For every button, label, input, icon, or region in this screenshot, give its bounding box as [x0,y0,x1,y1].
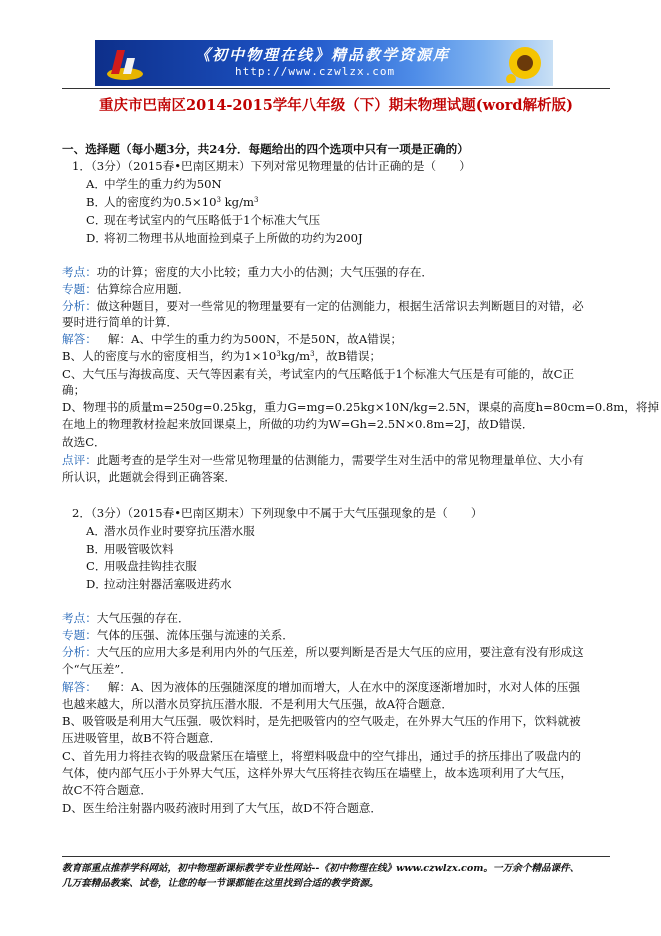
q1-jieda-c: C、大气压与海拔高度、天气等因素有关，考试室内的气压略低于1个标准大气压是有可能的，故C正 [62,367,575,381]
q2-fenxi: 分析：大气压的应用大多是利用内外的气压差，所以要判断是否是大气压的应用，要注意有没有形成这 [62,645,584,659]
doc-title: 重庆市巴南区2014-2015学年八年级（下）期末物理试题(word解析版) [99,97,573,114]
q2-option-c: C． 用吸盘挂钩挂衣服 [86,559,197,573]
q2-jieda: 解答： 解：A、因为液体的压强随深度的增加而增大，人在水中的深度逐渐增加时，水对人体的压强 [62,680,580,694]
q1-stem: 1．（3分）（2015春•巴南区期末）下列对常见物理量的估计正确的是（ ） [72,159,471,173]
q2-jieda-c: C、首先用力将挂衣钩的吸盘紧压在墙壁上，将塑料吸盘中的空气排出，通过手的挤压排出了吸盘内的 [62,749,581,763]
q2-jieda-d: D、医生给注射器内吸药液时用到了大气压，故D不符合题意． [62,801,383,815]
q2-option-b: B． 用吸管吸饮料 [86,542,174,556]
logo-icon [105,44,145,82]
q2-jieda-b: B、吸管吸是利用大气压强．吸饮料时，是先把吸管内的空气吸走，在外界大气压的作用下，饮料就被 [62,714,581,728]
q2-jieda-c-cont: 气体，使内部气压小于外界大气压，这样外界大气压将挂衣钩压在墙壁上，故本选项利用了大气压， [62,766,573,780]
q1-fenxi-cont: 要时进行简单的计算． [62,315,178,329]
q2-jieda-c-end: 故C不符合题意． [62,783,153,797]
q1-jieda-d: D、物理书的质量m=250g=0.25kg，重力G=mg=0.25kg×10N/kg=2.5N，课桌的高度h=80cm=0.8m，将掉 [62,400,660,414]
header-banner [95,40,553,86]
header-rule [62,88,610,89]
footer-line-1: 教育部重点推荐学科网站，初中物理新课标教学专业性网站--《初中物理在线》www.czwlzx.com。一万余个精品课件、 [62,863,580,874]
q1-jieda: 解答： 解：A、中学生的重力约为500N，不是50N，故A错误； [62,332,403,346]
q2-option-d: D． 拉动注射器活塞吸进药水 [86,577,232,591]
q1-answer: 故选C． [62,435,106,449]
q2-jieda-a-cont: 也越来越大，所以潜水员穿抗压潜水服．不是利用大气压强，故A符合题意． [62,697,453,711]
banner-title: 《初中物理在线》精品教学资源库 [195,46,451,64]
q1-dianping-cont: 所认识，此题就会得到正确答案． [62,470,236,484]
q1-zhuanti: 专题：估算综合应用题． [62,282,190,296]
q1-option-c: C． 现在考试室内的气压略低于1个标准大气压 [86,213,321,227]
footer-rule [62,856,610,857]
q1-option-a: A． 中学生的重力约为50N [86,177,222,191]
q1-jieda-d-cont: 在地上的物理教材捡起来放回课桌上，所做的功约为W=Gh=2.5N×0.8m=2J，故D错误． [62,417,534,431]
q2-fenxi-cont: 个“气压差”． [62,662,132,676]
banner-url[interactable]: http://www.czwlzx.com [235,65,396,78]
q1-jieda-b: B、人的密度与水的密度相当，约为$1\times 10^3kg/m^3$，故B错误； [62,349,382,363]
q1-jieda-c-cont: 确； [62,383,86,397]
q2-option-a: A． 潜水员作业时要穿抗压潜水服 [86,524,255,538]
q1-kaodian: 考点：功的计算；密度的大小比较；重力大小的估测；大气压强的存在． [62,265,434,279]
footer [62,861,579,891]
q1-fenxi: 分析：做这种题目，要对一些常见的物理量要有一定的估测能力，根据生活常识去判断题目的对错，必 [62,299,584,313]
q1-dianping: 点评：此题考查的是学生对一些常见物理量的估测能力，需要学生对生活中的常见物理量单位、大小有 [62,453,584,467]
section-heading: 一、选择题（每小题3分，共24分．每题给出的四个选项中只有一项是正确的） [62,142,469,156]
q2-zhuanti: 专题：气体的压强、流体压强与流速的关系． [62,628,294,642]
q2-stem: 2．（3分）（2015春•巴南区期末）下列现象中不属于大气压强现象的是（ ） [72,506,483,520]
q1-option-d: D． 将初二物理书从地面捡到桌子上所做的功约为200J [86,231,363,245]
q2-jieda-b-cont: 压进吸管里，故B不符合题意． [62,731,222,745]
sunflower-icon [503,43,547,83]
q2-kaodian: 考点：大气压强的存在． [62,611,190,625]
q1-option-b: B． 人的密度约为$0.5\times 10^3$ $kg/m^3$ [86,195,259,209]
footer-line-2: 几万套精品教案、试卷，让您的每一节课都能在这里找到合适的教学资源。 [62,878,379,889]
